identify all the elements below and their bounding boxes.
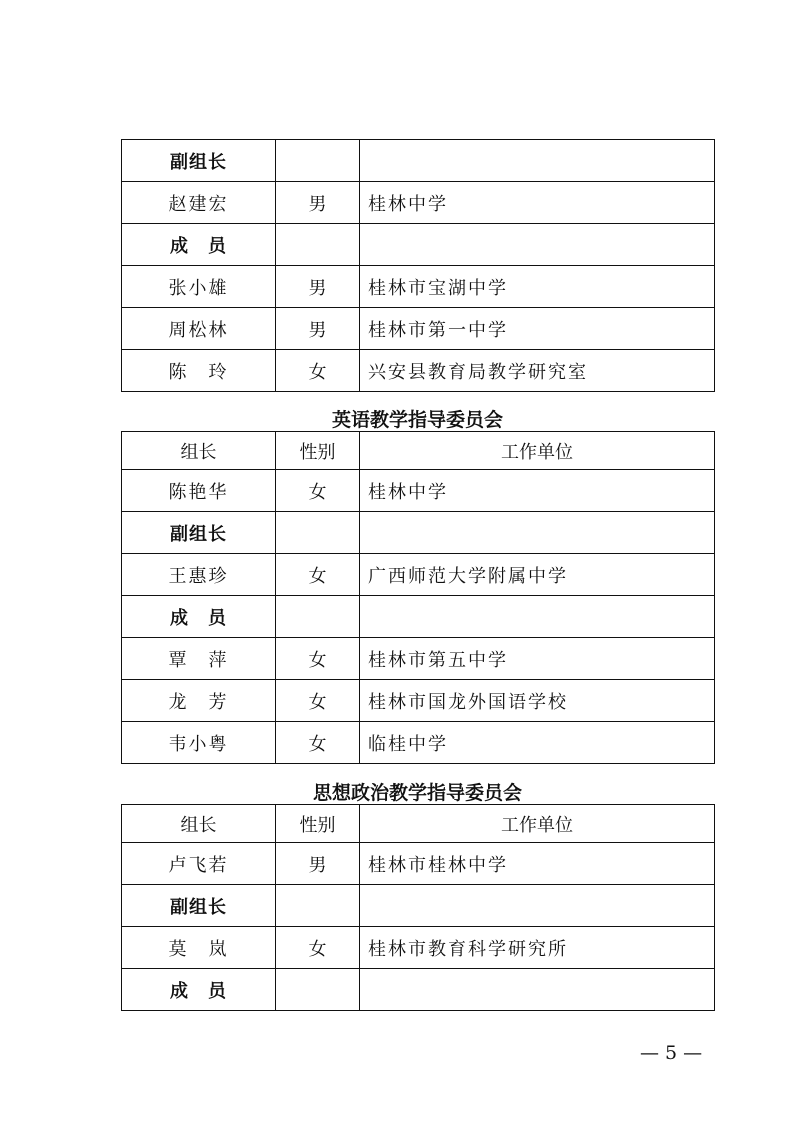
header-cell-gender: 性别 bbox=[276, 432, 360, 470]
name-cell: 莫 岚 bbox=[122, 927, 276, 969]
unit-cell: 桂林中学 bbox=[360, 470, 715, 512]
header-cell-gender: 性别 bbox=[276, 805, 360, 843]
table-row bbox=[122, 308, 715, 350]
gender-cell: 男 bbox=[276, 843, 360, 885]
table-row bbox=[122, 182, 715, 224]
table-politics-body bbox=[122, 805, 715, 1011]
table-politics bbox=[121, 804, 715, 1011]
section-title-politics: 思想政治教学指导委员会 bbox=[312, 782, 522, 804]
name-cell: 韦小粤 bbox=[122, 722, 276, 764]
name-cell: 龙 芳 bbox=[122, 680, 276, 722]
unit-cell bbox=[360, 224, 715, 266]
table-row bbox=[122, 885, 715, 927]
table-continued-body bbox=[122, 140, 715, 392]
table-row bbox=[122, 843, 715, 885]
table-row bbox=[122, 512, 715, 554]
table-row bbox=[122, 638, 715, 680]
unit-cell bbox=[360, 885, 715, 927]
unit-cell: 桂林市宝湖中学 bbox=[360, 266, 715, 308]
unit-cell: 兴安县教育局教学研究室 bbox=[360, 350, 715, 392]
unit-cell bbox=[360, 512, 715, 554]
gender-cell: 女 bbox=[276, 927, 360, 969]
table-english bbox=[121, 431, 715, 764]
table-header-row bbox=[122, 805, 715, 843]
unit-cell: 广西师范大学附属中学 bbox=[360, 554, 715, 596]
name-cell: 王惠珍 bbox=[122, 554, 276, 596]
unit-cell: 桂林市国龙外国语学校 bbox=[360, 680, 715, 722]
table-continued bbox=[121, 139, 715, 392]
gender-cell: 女 bbox=[276, 638, 360, 680]
table-row bbox=[122, 266, 715, 308]
unit-cell: 桂林市第五中学 bbox=[360, 638, 715, 680]
table-row bbox=[122, 224, 715, 266]
table-row bbox=[122, 596, 715, 638]
role-label: 副组长 bbox=[122, 140, 276, 182]
role-label: 副组长 bbox=[122, 885, 276, 927]
gender-cell: 女 bbox=[276, 470, 360, 512]
unit-cell bbox=[360, 140, 715, 182]
table-row bbox=[122, 350, 715, 392]
header-cell-unit: 工作单位 bbox=[360, 805, 715, 843]
gender-cell bbox=[276, 140, 360, 182]
gender-cell bbox=[276, 885, 360, 927]
table-row bbox=[122, 554, 715, 596]
name-cell: 陈艳华 bbox=[122, 470, 276, 512]
unit-cell: 桂林市桂林中学 bbox=[360, 843, 715, 885]
unit-cell: 临桂中学 bbox=[360, 722, 715, 764]
name-cell: 卢飞若 bbox=[122, 843, 276, 885]
unit-cell bbox=[360, 596, 715, 638]
gender-cell bbox=[276, 224, 360, 266]
gender-cell: 女 bbox=[276, 350, 360, 392]
gender-cell: 男 bbox=[276, 308, 360, 350]
table-row bbox=[122, 722, 715, 764]
table-header-row bbox=[122, 432, 715, 470]
section-title-english: 英语教学指导委员会 bbox=[331, 409, 503, 431]
header-cell-leader: 组长 bbox=[122, 805, 276, 843]
gender-cell: 男 bbox=[276, 266, 360, 308]
table-row bbox=[122, 140, 715, 182]
role-label: 成 员 bbox=[122, 969, 276, 1011]
name-cell: 周松林 bbox=[122, 308, 276, 350]
unit-cell bbox=[360, 969, 715, 1011]
gender-cell bbox=[276, 512, 360, 554]
name-cell: 陈 玲 bbox=[122, 350, 276, 392]
gender-cell bbox=[276, 969, 360, 1011]
name-cell: 覃 萍 bbox=[122, 638, 276, 680]
header-cell-unit: 工作单位 bbox=[360, 432, 715, 470]
gender-cell: 女 bbox=[276, 554, 360, 596]
table-row bbox=[122, 680, 715, 722]
table-row bbox=[122, 969, 715, 1011]
gender-cell: 男 bbox=[276, 182, 360, 224]
role-label: 成 员 bbox=[122, 224, 276, 266]
gender-cell: 女 bbox=[276, 680, 360, 722]
page-number: — 5 — bbox=[640, 1042, 703, 1064]
name-cell: 赵建宏 bbox=[122, 182, 276, 224]
unit-cell: 桂林市教育科学研究所 bbox=[360, 927, 715, 969]
table-english-body bbox=[122, 432, 715, 764]
unit-cell: 桂林中学 bbox=[360, 182, 715, 224]
role-label: 副组长 bbox=[122, 512, 276, 554]
gender-cell bbox=[276, 596, 360, 638]
table-row bbox=[122, 927, 715, 969]
table-row bbox=[122, 470, 715, 512]
name-cell: 张小雄 bbox=[122, 266, 276, 308]
gender-cell: 女 bbox=[276, 722, 360, 764]
header-cell-leader: 组长 bbox=[122, 432, 276, 470]
unit-cell: 桂林市第一中学 bbox=[360, 308, 715, 350]
role-label: 成 员 bbox=[122, 596, 276, 638]
